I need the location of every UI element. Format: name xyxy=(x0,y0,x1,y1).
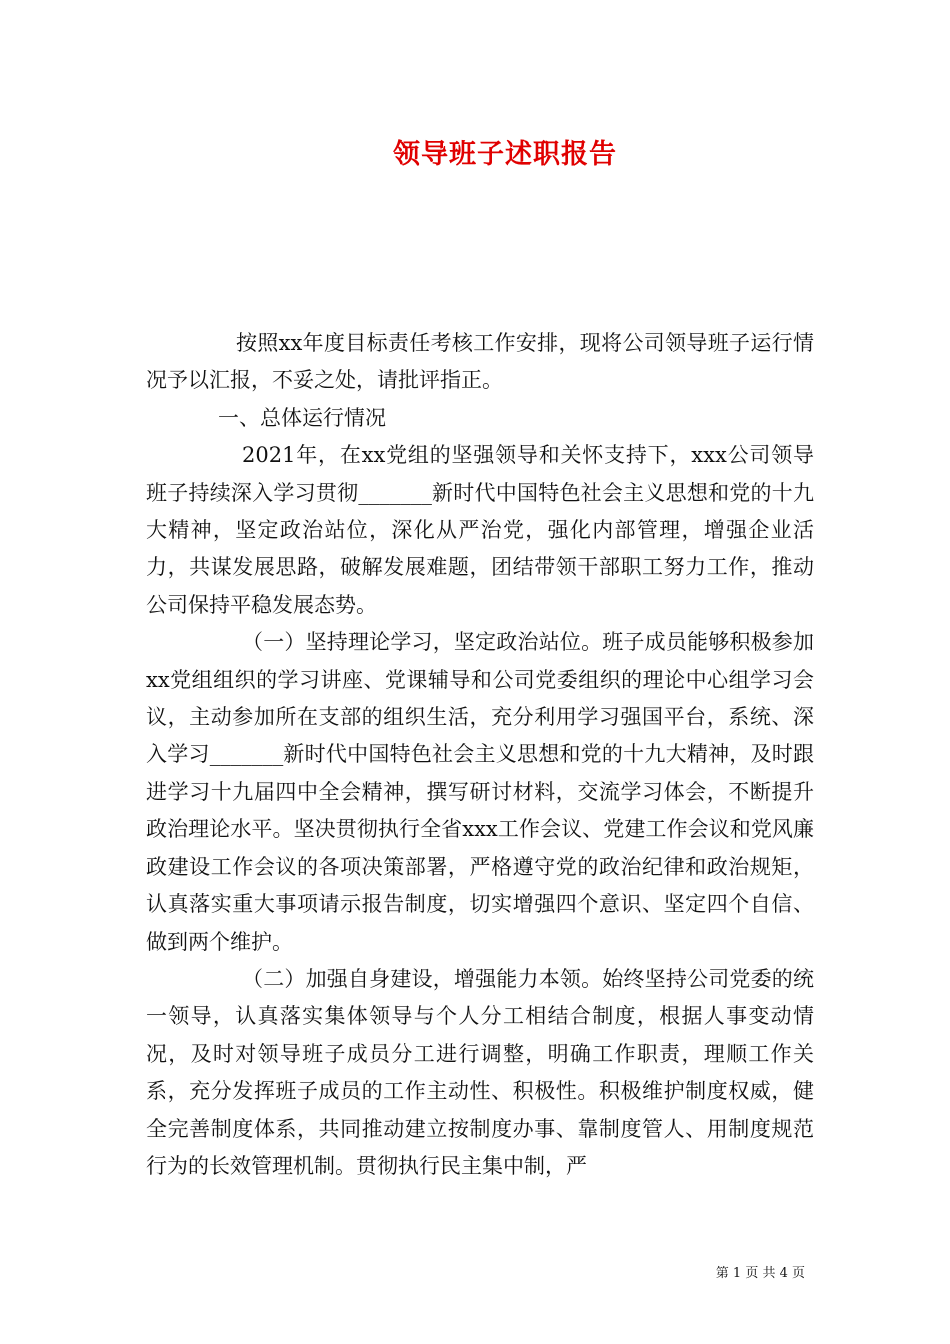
paragraph-theory-study: （一）坚持理论学习，坚定政治站位。班子成员能够积极参加xx党组组织的学习讲座、党课辅导和公司党委组织的理论中心组学习会议，主动参加所在支部的组织生活，充分利用学习强国平台，系统、深入学习_______新时代中国特色社会主义思想和党的十九大精神，及时跟进学习十九届四中全会精神，撰写研讨材料，交流学习体会，不断提升政治理论水平。坚决贯彻执行全省xxx工作会议、党建工作会议和党风廉政建设工作会议的各项决策部署，严格遵守党的政治纪律和政治规矩，认真落实重大事项请示报告制度，切实增强四个意识、坚定四个自信、做到两个维护。 xyxy=(146,630,814,954)
document-body xyxy=(146,325,814,1185)
paragraph-intro: 按照xx年度目标责任考核工作安排，现将公司领导班子运行情况予以汇报，不妥之处，请批评指正。 xyxy=(146,331,814,393)
paragraph-overview: 2021年，在xx党组的坚强领导和关怀支持下，xxx公司领导班子持续深入学习贯彻_______新时代中国特色社会主义思想和党的十九大精神，坚定政治站位，深化从严治党，强化内部管理，增强企业活力，共谋发展思路，破解发展难题，团结带领干部职工努力工作，推动公司保持平稳发展态势。 xyxy=(146,443,814,617)
page-number: 第 1 页 共 4 页 xyxy=(715,1266,805,1281)
section-heading-overall: 一、总体运行情况 xyxy=(218,405,386,430)
paragraph-self-building: （二）加强自身建设，增强能力本领。始终坚持公司党委的统一领导，认真落实集体领导与个人分工相结合制度，根据人事变动情况，及时对领导班子成员分工进行调整，明确工作职责，理顺工作关系，充分发挥班子成员的工作主动性、积极性。积极维护制度权威，健全完善制度体系，共同推动建立按制度办事、靠制度管人、用制度规范行为的长效管理机制。贯彻执行民主集中制，严 xyxy=(146,966,814,1178)
document-title: 领导班子述职报告 xyxy=(393,139,617,170)
